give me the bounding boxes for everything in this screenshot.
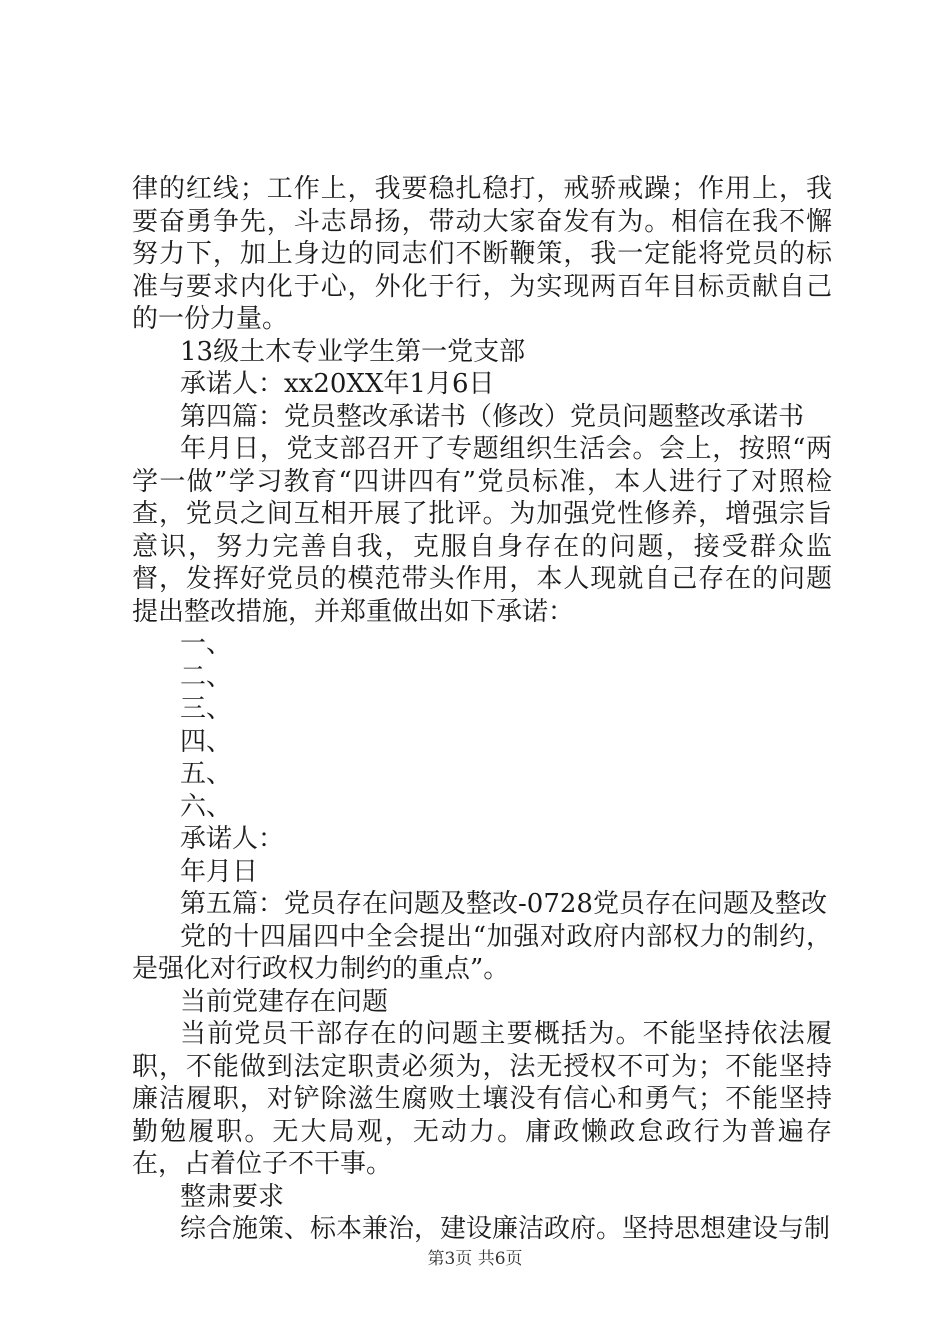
subheading-requirements: 整肃要求 xyxy=(180,1181,285,1212)
paragraph-15: 党的十四届四中全会提出“加强对政府内部权力的制约，是强化对行政权力制约的重点”。 xyxy=(132,921,832,984)
paragraph-17: 当前党员干部存在的问题主要概括为。不能坚持依法履职，不能做到法定职责必须为，法无授权不可为；不能坚持廉洁履职，对铲除滋生腐败土壤没有信心和勇气；不能坚持勤勉履职。无大局观，无动力。庸政懒政怠政行为普遍存在，占着位子不干事。 xyxy=(132,1019,832,1179)
paragraph-3: 承诺人：xx20XX年1月6日 xyxy=(180,369,495,399)
list-item-3: 三、 xyxy=(180,694,233,724)
date-label: 年月日 xyxy=(180,856,259,887)
list-item-5: 五、 xyxy=(180,759,233,789)
list-item-6: 六、 xyxy=(180,791,233,822)
paragraph-19: 综合施策、标本兼治，建设廉洁政府。坚持思想建设与制 xyxy=(180,1214,831,1244)
paragraph-5: 年月日，党支部召开了专题组织生活会。会上，按照“两学一做”学习教育“四讲四有”党员标准，本人进行了对照检查，党员之间互相开展了批评。为加强党性修养，增强宗旨意识，努力完善自我，克服自身存在的问题，接受群众监督，发挥好党员的模范带头作用，本人现就自己存在的问题提出整改措施，并郑重做出如下承诺： xyxy=(132,434,832,627)
paragraph-1: 律的红线；工作上，我要稳扎稳打，戒骄戒躁；作用上，我要奋勇争先，斗志昂扬，带动大家奋发有为。相信在我不懈努力下，加上身边的同志们不断鞭策，我一定能将党员的标准与要求内化于心，外化于行，为实现两百年目标贡献自己的一份力量。 xyxy=(132,174,832,334)
section-heading-5: 第五篇：党员存在问题及整改-0728党员存在问题及整改 xyxy=(180,889,827,919)
list-item-4: 四、 xyxy=(180,726,233,757)
list-item-1: 一、 xyxy=(180,629,233,659)
document-body xyxy=(132,173,832,1246)
paragraph-2: 13级土木专业学生第一党支部 xyxy=(180,336,526,367)
signature-label: 承诺人： xyxy=(180,824,285,854)
page-number-footer: 第3页 共6页 xyxy=(427,1249,523,1269)
section-heading-4: 第四篇：党员整改承诺书（修改）党员问题整改承诺书 xyxy=(180,401,805,432)
list-item-2: 二、 xyxy=(180,661,233,692)
subheading-problems: 当前党建存在问题 xyxy=(180,986,389,1017)
